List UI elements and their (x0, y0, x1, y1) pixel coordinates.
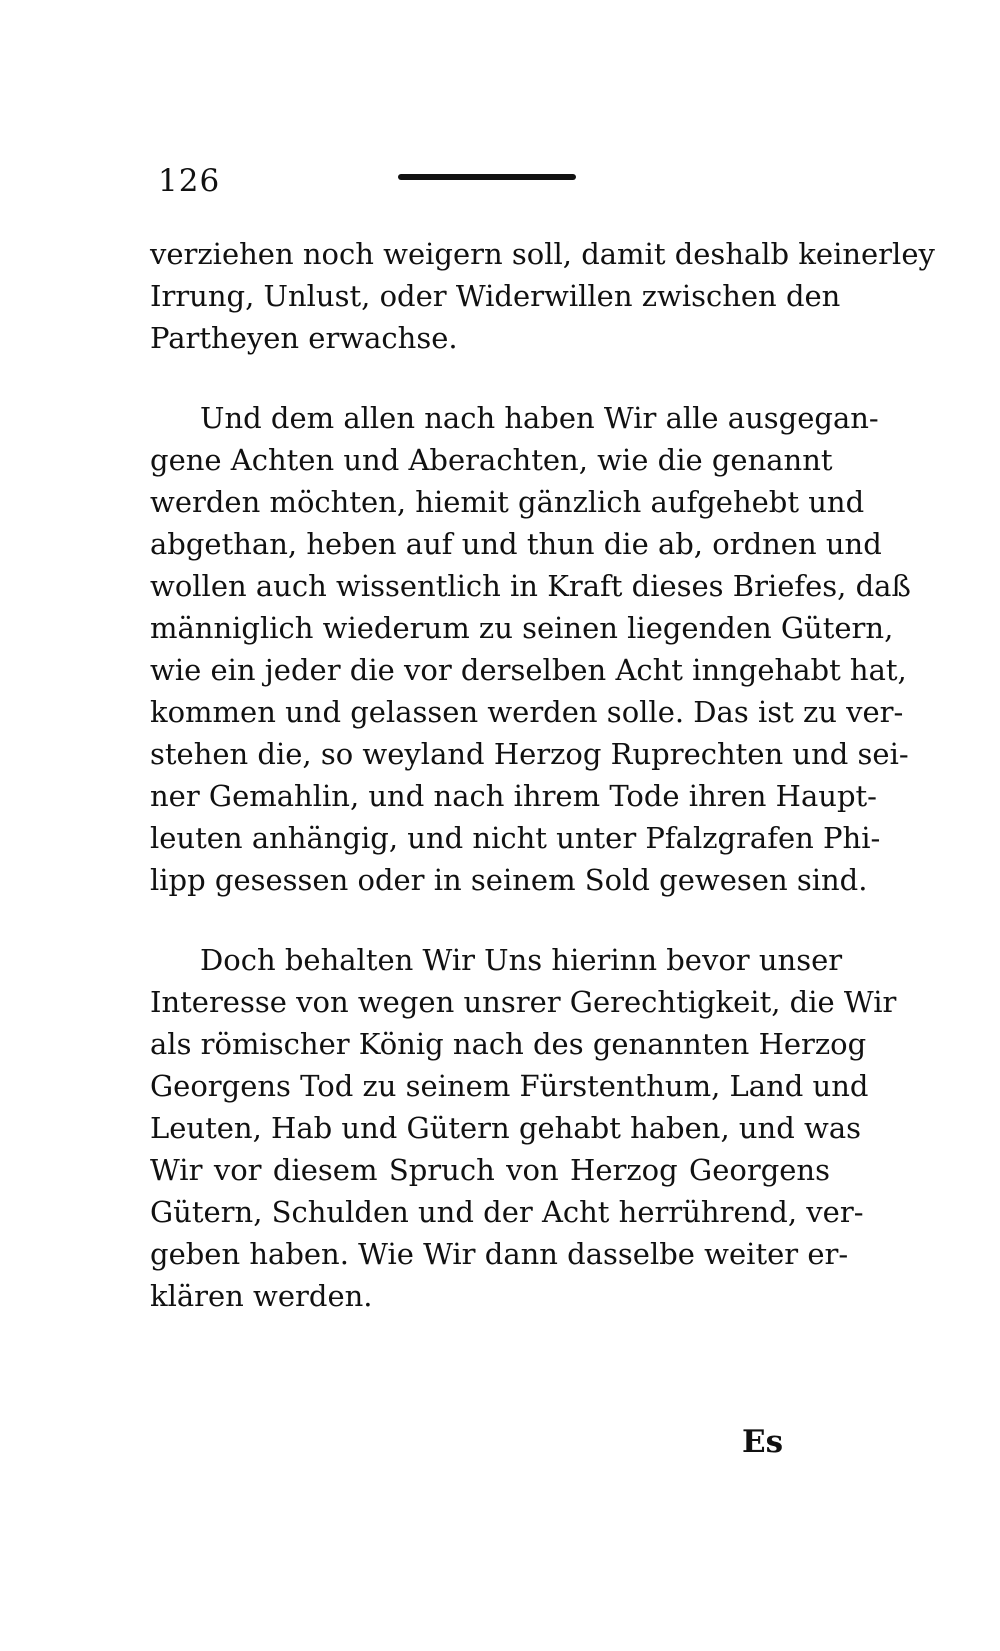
text-line: kommen und gelassen werden solle. Das ist zu ver- (150, 695, 904, 729)
text-line: wie ein jeder die vor derselben Acht inngehabt hat, (150, 653, 907, 687)
text-line: stehen die, so weyland Herzog Ruprechten und sei- (150, 737, 909, 771)
text-line: Partheyen erwachse. (150, 321, 458, 355)
header-rule (398, 174, 576, 180)
text-line: als römischer König nach des genannten Herzog (150, 1027, 867, 1061)
text-line: wollen auch wissentlich in Kraft dieses Briefes, daß (150, 569, 911, 603)
text-line: Irrung, Unlust, oder Widerwillen zwischen den (150, 279, 841, 313)
text-line: gene Achten und Aberachten, wie die genannt (150, 443, 833, 477)
text-line: Wir vor diesem Spruch von Herzog Georgens (150, 1153, 830, 1187)
text-line: Gütern, Schulden und der Acht herrührend, ver- (150, 1195, 864, 1229)
text-line: abgethan, heben auf und thun die ab, ordnen und (150, 527, 882, 561)
text-line: ner Gemahlin, und nach ihrem Tode ihren Haupt- (150, 779, 877, 813)
text-line: Georgens Tod zu seinem Fürstenthum, Land und (150, 1069, 869, 1103)
text-line: leuten anhängig, und nicht unter Pfalzgrafen Phi- (150, 821, 881, 855)
text-line: geben haben. Wie Wir dann dasselbe weiter er- (150, 1237, 849, 1271)
text-line: Doch behalten Wir Uns hierinn bevor unser (200, 943, 843, 977)
page-number: 126 (158, 163, 221, 199)
text-line: Interesse von wegen unsrer Gerechtigkeit, die Wir (150, 985, 897, 1019)
text-line: Und dem allen nach haben Wir alle ausgegan- (200, 401, 879, 435)
text-line: männiglich wiederum zu seinen liegenden Gütern, (150, 611, 894, 645)
text-line: verziehen noch weigern soll, damit deshalb keinerley (150, 237, 935, 271)
text-line: Leuten, Hab und Gütern gehabt haben, und was (150, 1111, 862, 1145)
catchword: Es (742, 1424, 784, 1460)
text-line: klären werden. (150, 1279, 373, 1313)
text-line: lipp gesessen oder in seinem Sold gewesen sind. (150, 863, 868, 897)
text-line: werden möchten, hiemit gänzlich aufgehebt und (150, 485, 865, 519)
